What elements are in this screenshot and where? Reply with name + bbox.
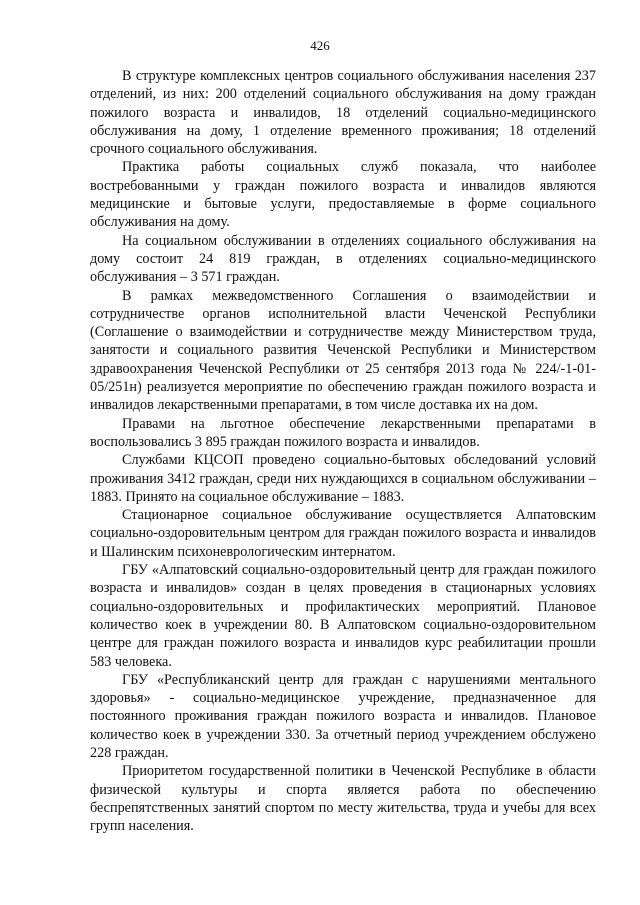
document-body xyxy=(90,67,596,835)
paragraph-home-service-counts: На социальном обслуживании в отделениях социального обслуживания на дому состоит 24 819 граждан, в отделениях социально-медицинского обслуживания – 3 571 граждан. xyxy=(90,232,596,286)
paragraph-medicine-benefits: Правами на льготное обеспечение лекарственными препаратами в воспользовались 3 895 граждан пожилого возраста и инвалидов. xyxy=(90,415,596,450)
paragraph-services-demand: Практика работы социальных служб показала, что наиболее востребованными у граждан пожилого возраста и инвалидов являются медицинские и бытовые услуги, предоставляемые в форме социального обслуживания на дому. xyxy=(90,159,596,231)
paragraph-alpatovsky-center: ГБУ «Алпатовский социально-оздоровительный центр для граждан пожилого возраста и инвалидов» создан в целях проведения в стационарных условиях социально-оздоровительных и профилактических мероприятий. Плановое количество коек в учреждении 80. В Алпатовском социально-оздоровительном центре для граждан пожилого возраста и инвалидов курс реабилитации прошли 583 человека. xyxy=(90,562,596,670)
paragraph-stationary-service: Стационарное социальное обслуживание осуществляется Алпатовским социально-оздоровительным центром для граждан пожилого возраста и инвалидов и Шалинским психоневрологическим интернатом. xyxy=(90,507,596,560)
paragraph-kcson-surveys: Службами КЦСОП проведено социально-бытовых обследований условий проживания 3412 граждан, среди них нуждающихся в социальном обслуживании – 1883. Принято на социальное обслуживание – 1883. xyxy=(90,452,596,505)
page-number: 426 xyxy=(310,38,330,53)
paragraph-centers-structure: В структуре комплексных центров социального обслуживания населения 237 отделений, из них: 200 отделений социального обслуживания на дому граждан пожилого возраста и инвалидов, 18 отделений социально-медицинского обслуживания на дому, 1 отделение временного проживания; 18 отделений срочного социального обслуживания. xyxy=(90,68,596,158)
paragraph-mental-health-center: ГБУ «Республиканский центр для граждан с нарушениями ментального здоровья» - социально-медицинское учреждение, предназначенное для постоянного проживания граждан пожилого возраста и инвалидов. Плановое количество коек в учреждении 330. За отчетный период учреждением обслужено 228 граждан. xyxy=(90,671,596,761)
paragraph-sports-policy: Приоритетом государственной политики в Чеченской Республике в области физической культуры и спорта является работа по обеспечению беспрепятственных занятий спортом по месту жительства, труда и учебы для всех групп населения. xyxy=(90,763,596,835)
paragraph-interagency-agreement: В рамках межведомственного Соглашения о взаимодействии и сотрудничестве органов исполнительной власти Чеченской Республики (Соглашение о взаимодействии и сотрудничестве между Министерством труда, занятости и социального развития Чеченской Республики и Министерством здравоохранения Чеченской Республики от 25 сентября 2013 года № 224/-1-01-05/251н) реализуется мероприятие по обеспечению граждан пожилого возраста и инвалидов лекарственными препаратами, в том числе доставка их на дом. xyxy=(90,287,596,414)
